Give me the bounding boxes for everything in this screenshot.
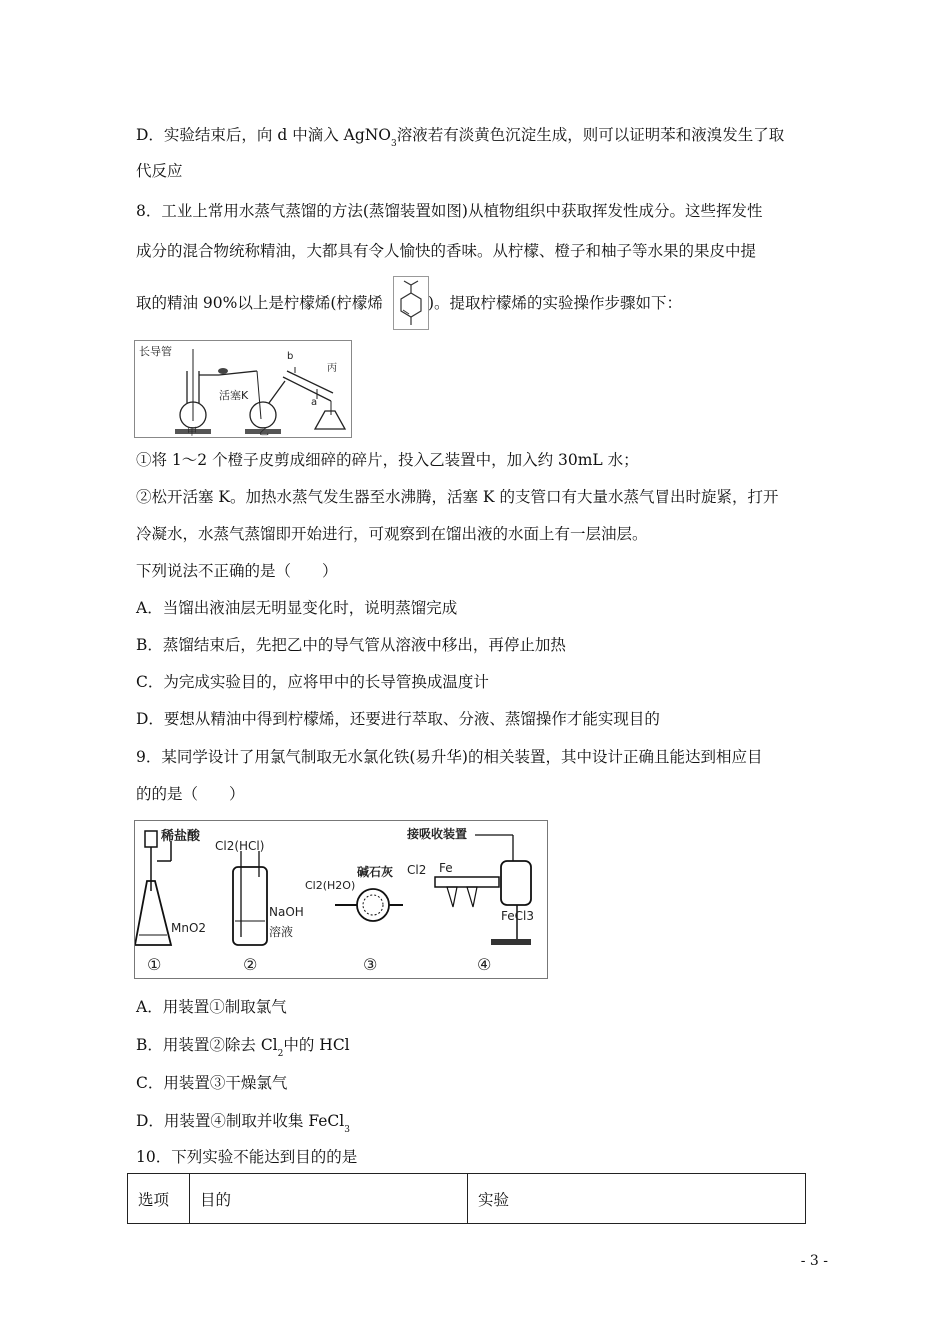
q8-question: 下列说法不正确的是（ ） [136,562,338,580]
label-apparatus-1: ① [147,955,162,974]
label-soda-lime: 碱石灰 [357,865,394,879]
q8-step1: ①将 1～2 个橙子皮剪成细碎的碎片，投入乙装置中，加入约 30mL 水； [136,451,639,469]
q7-option-d-continued: 代反应 [136,162,183,180]
label-fecl3: FeCl3 [501,909,534,923]
q9-stem-line2: 的的是（ ） [136,785,245,803]
label-apparatus-2: ② [243,955,258,974]
q8-option-b: B．蒸馏结束后，先把乙中的导气管从溶液中移出，再停止加热 [136,636,566,654]
label-dilute-hcl: 稀盐酸 [161,829,201,844]
label-naoh: NaOH [269,905,304,919]
q10-title: 10．下列实验不能达到目的的是 [136,1148,358,1166]
q8-stem-line1: 8．工业上常用水蒸气蒸馏的方法(蒸馏装置如图)从植物组织中获取挥发性成分。这些挥发性 [136,202,763,220]
q9-option-c: C．用装置③干燥氯气 [136,1074,288,1092]
col-header-option: 选项 [128,1174,190,1224]
label-fe: Fe [439,861,453,875]
q8-stem-line2: 成分的混合物统称精油，大都具有令人愉快的香味。从柠檬、橙子和柚子等水果的果皮中提 [136,242,757,260]
label-cl2-hcl: Cl2(HCl) [215,839,265,853]
label-b: b [287,351,294,362]
chlorine-apparatus-figure [134,820,548,979]
label-yi: 乙 [259,427,269,438]
q9-option-d: D．用装置④制取并收集 FeCl$_3$ [136,1112,350,1135]
q8-stem-line3: 取的精油 90%以上是柠檬烯(柠檬烯 [136,294,383,312]
q8-option-c: C．为完成实验目的，应将甲中的长导管换成温度计 [136,673,489,691]
label-bing: 丙 [327,363,337,374]
q10-table [127,1173,806,1224]
label-apparatus-3: ③ [363,955,378,974]
q7-option-d: D．实验结束后，向 d 中滴入 AgNO$_3$溶液若有淡黄色沉淀生成，则可以证明苯和液溴发生了取 [136,126,785,149]
q9-option-a: A．用装置①制取氯气 [136,998,287,1016]
q9-option-b: B．用装置②除去 $Cl_2$中的 HCl [136,1036,350,1059]
col-header-purpose: 目的 [190,1174,468,1224]
q8-option-a: A．当馏出液油层无明显变化时，说明蒸馏完成 [136,599,458,617]
table-header-row [128,1174,806,1224]
label-solution: 溶液 [269,925,294,939]
col-header-experiment: 实验 [468,1174,806,1224]
label-valve-k: 活塞K [219,389,249,402]
label-mno2: MnO2 [171,921,207,935]
label-absorber: 接吸收装置 [407,827,468,841]
label-a: a [311,397,318,408]
label-apparatus-4: ④ [477,955,492,974]
label-long-tube: 长导管 [139,345,172,358]
label-cl2-h2o: Cl2(H2O) [305,879,356,892]
q8-stem-line3-tail: )。提取柠檬烯的实验操作步骤如下： [428,294,683,312]
label-cl2: Cl2 [407,863,427,877]
limonene-structure-image [393,276,429,330]
q8-step2-line2: 冷凝水，水蒸气蒸馏即开始进行，可观察到在馏出液的水面上有一层油层。 [136,525,648,543]
q8-option-d: D．要想从精油中得到柠檬烯，还要进行萃取、分液、蒸馏操作才能实现目的 [136,710,660,728]
q8-step2-line1: ②松开活塞 K。加热水蒸气发生器至水沸腾，活塞 K 的支管口有大量水蒸气冒出时旋紧，打开 [136,488,779,506]
q9-stem-line1: 9．某同学设计了用氯气制取无水氯化铁(易升华)的相关装置，其中设计正确且能达到相应目 [136,748,763,766]
page-number: - 3 - [800,1253,828,1269]
steam-distillation-figure [134,340,352,438]
label-jia: 甲 [187,427,197,438]
